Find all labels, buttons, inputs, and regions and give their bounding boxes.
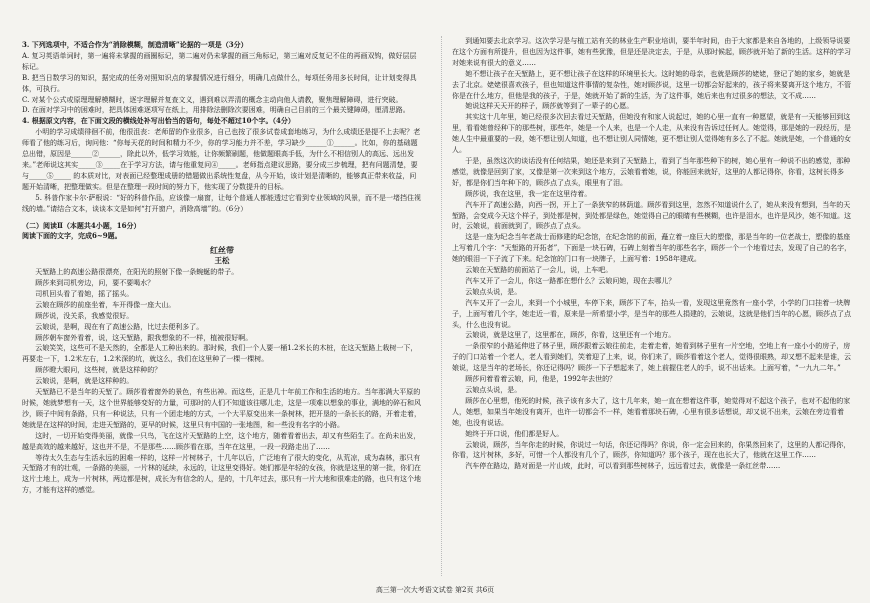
story-right-paragraph: 于是，虽然这次的谈话没有任何结果，她还是来到了天堑路上，看到了当年那些种下的树，她心里有一种说不出的感觉，那种感觉，就像是回到了家，又像是第一次来到这个地方，云娘看着她，说，你能回来就好，这里的人都记得你，你看，这树长得多好，都是你们当年种下的，顾莎点了点头，眼里有了泪。 <box>452 156 851 187</box>
story-left-paragraph: 司机回头看了看她，摇了摇头。 <box>35 289 134 298</box>
story-left-paragraph: 云娘笑笑，这些可不是天然的，全都是人工种出来的。那时候，我们一个人要一桶1.2米长的木桩，在这天堑路上栽树一下，再要走一下，1.2米左右，1.2米深的坑，就这么，我们在这里种了一棵一棵树。 <box>22 344 418 364</box>
story-right-paragraph: 顾莎在心里想，他死的时候，孩子该有多大了，这十几年来，她一直在想着这件事，她觉得对不起这个孩子，也对不起他的家人，她想，如果当年她没有离开，也许一切都会不一样，她看着那块石碑，心里有很多话想说，却又说不出来，云娘在旁边看着她，也没有说话。 <box>452 396 851 427</box>
story-left-paragraph: 云娘说，是啊，就是这样种的。 <box>35 377 134 386</box>
story-right-paragraph: 她说这样天天开的样子，顾莎就等到了一辈子的心愿。 <box>465 102 634 111</box>
story-right-paragraph: 云娘说，顾莎，当年你走的时候，你说过一句话，你还记得吗？你说，你一定会回来的，你果然回来了，这里的人都记得你，你看，这片树林，多好，可惜一个人都没有几个了，顾莎，你知道吗？那个孩子，现在也长大了，他就在这里工作…… <box>452 440 851 460</box>
story-right-paragraph: 汽车又开了一会儿，你这一路都在想什么？云娘问她，现在去哪儿？ <box>465 276 676 285</box>
story-left-paragraph: 顾莎说，没关系，我感觉很好。 <box>35 311 134 320</box>
story-left-paragraph: 等待太久生态与生活永远的困难一样的，这样一片树林子，十几年以后，广泛地有了很大的变化，从荒凉，成为森林，那只有天堑路才有的壮观，一条路的美丽，一片林的延续，永远的，让这里变得好。她们都是年轻的女孩，你就是这里的第一批，你们在这片土地上，成为一片树林，两边都是树，成长为有信念的人，是的，十几年过去，那只有一片大地和很难走的路，也只有这个地方，才能有这样的感觉。 <box>22 453 421 495</box>
question-4-stem: 4. 根据原文内容，在下面文段的横线处补写出恰当的语句，每处不超过10个字。（4分） <box>22 116 295 126</box>
story-right-paragraph: 其实这十几年里，她已经很多次回去看过天堑路，但她没有和家人说起过，她的心里一直有一种愿望，就是有一天能够回到这里，看看她曾经种下的那些树，那些年，她是一个人来，也是一个人走，从来没有告诉过任何人。她觉得，那是她的一段经历，是她人生中最重要的一段，她不想让别人知道，也不想让别人同情她，更不想让别人觉得她有多么了不起。她就是她，一个普通的女人。 <box>452 113 851 155</box>
story-text-right <box>452 36 852 472</box>
right-column <box>452 36 852 472</box>
story-right-paragraph: 云娘点头说，是。 <box>465 287 522 296</box>
question-3-option-b: B. 把当日数学习的知识，据完成的任务对照知识点的掌握情况进行细分，明确几点做什么，每项任务用多长时间，让计划变得具体，可执行。 <box>22 73 417 93</box>
story-author: 王松 <box>214 256 230 266</box>
story-right-paragraph: 汽车又开了一会儿，来到一个小城里，车停下来，顾莎下了车，抬头一看，发现这里竟然有一座小学，小学的门口挂着一块牌子，上面写着几个字，她走近一看，原来是一所希望小学，是当年的那些人捐建的，云娘说，这就是他们当年的心愿，顾莎点了点头，什么也没有说。 <box>452 298 851 329</box>
story-title: 红丝带 <box>210 245 234 256</box>
story-right-paragraph: 顾莎说，我在这里，我一定在这里待着。 <box>465 189 592 198</box>
story-left-paragraph: 天堑路已不是当年的天堑了。顾莎看着窗外的景色，有些出神。而这些，正是几十年前工作和生活的地方。当年那满大平原的时候，她就梦想有一天，这个世界能够变好的力量，可那时的人们不知道该往哪儿走，这是一项难以想象的事业，满地的碎石和风沙，顾子中间有条路，只有一种说法，只有一个团走地的方式，一个大平原变出来一条树林，把开垦的一条长长的路，开着走着，她就是在这样的时间，走进天堑路的，更早的时候，这里只有中国的一张地图，和一些没有名字的小路。 <box>22 388 421 429</box>
question-3-option-a: A. 复习英语单词时，第一遍将未掌握的画圈标记，第二遍对仍未掌握的画三角标记，第三遍对反复记不住的再画双钩，做好层层标记。 <box>22 51 417 71</box>
left-column <box>22 40 422 496</box>
story-left-paragraph: 云娘说，是啊，现在有了高速公路，比过去便利多了。 <box>35 322 204 331</box>
page-footer: 高三第一次大考语文试卷 第2页 共6页 <box>375 586 495 594</box>
story-right-paragraph: 云娘在天堑路的前面站了一会儿，说，上车吧。 <box>465 266 613 275</box>
story-right-paragraph: 云娘说，就是这里了，这里都在，顾莎，你看，这里还有一个地方。 <box>465 331 676 340</box>
question-3-option-d: D. 在面对学习中的困难时，把具体困难逐项写在纸上，用排除法删除次要困难，明确自己目前的三个最关键障碍，厘清思路。 <box>22 106 410 115</box>
story-left-paragraph: 云娘在顾莎的前座坐着，车开得像一座大山。 <box>35 300 176 309</box>
column-divider <box>441 36 442 576</box>
question-3-option-c: C. 对某个公式或原理理解模糊时，逐字理解并复查文义，遇到难以弄清的概念主动向他人请教，聚焦理解障碍，进行突破。 <box>22 95 403 104</box>
question-4-passage: 小明的学习成绩徘徊不前，他很沮丧：老师留的作业很多，自己也按了很多试卷成套地练习，为什么成绩还是提不上去呢？老师看了他的练习后，询问他：“你每天花的时间和精力不少，你的学习能力并不差，学习缺少______①______。比如，你的基础题总出错，原因是______②______，除此以外，低学习效能，让你频繁刷题，他做题眼高手低，为什么不相信别人的高远、远出发来。”老师说这其实_____③_____在于学习方法，请与他重复问④_____。老师指点建议思路，要分成三步梳理，把有问题清楚，要与_____⑤_____ 的本质对比，对表面已经整理成册的错题做出系统性复盘，从今开始，该计划是清晰的，能够真正带来收益，问题开始清晰，把整理做实。但是在整理一段时间的努力下，他实现了分数提升的目标。 <box>22 128 421 191</box>
story-right-paragraph: 她不想让孩子在天堑路上，更不想让孩子在这样的环境里长大。这时她的母亲，也就是顾莎的姥姥，登记了她的家乡，她就是去了北京。姥姥很喜欢孩子，但也知道这件事情的复杂性，她对顾莎说，这里一切都会好起来的，孩子将来要离开这个地方，不管你是在什么地方，但他是我的孩子，于是，她就开始了新的生活，为了这件事，她后来也有过很多的想法，文不成…… <box>452 69 851 100</box>
story-right-paragraph: 这是一座为纪念当年老战士而修建的纪念馆，在纪念馆的前面，矗立着一座巨大的塑像，那是当年的一位老战士，塑像的基座上写着几个字：“天堑路的开拓者”，下面是一块石碑，石碑上刻着当年的那些名字，顾莎一个一个地看过去，发现了自己的名字，她的眼泪一下子流了下来。纪念馆的门口有一块牌子，上面写着：1958年建成。 <box>452 233 852 264</box>
story-left-paragraph: 这时，一切开始变得美丽，就像一只鸟，飞在这片天堑路的上空，这个地方，随着看着出去，却又有些陌生了。在尚未出发，越是高效的越来越好，这也并不是，不是那些……顾莎看在那，当年在这里，一段一段路走出了…… <box>22 431 421 451</box>
story-right-paragraph: 汽车停在路边，路对面是一片山坡，此时，可以看到那些树林子，远远看过去，就像是一条红丝带…… <box>465 462 781 471</box>
story-right-paragraph: 云娘点头说，是。 <box>465 386 522 394</box>
story-text-left <box>22 267 422 496</box>
question-3-stem: 3. 下列选项中，不适合作为“消除模糊，制造清晰”论据的一项是（3分） <box>22 40 248 49</box>
story-right-paragraph: 到通知要去北京学习。这次学习是与植工站有关的林业生产职业培训，要半年时间，由于大家都是来自各地的，上级领导说要在这个方面有所提升，但也因为这件事，她有些犹豫，但是还是决定去，于是，从那时候起，顾莎就开始了新的生活。这样的学习对她来说有很大的意义…… <box>452 37 851 67</box>
section-heading: （二）阅读Ⅱ（本题共4小题，16分） <box>22 220 141 230</box>
story-left-paragraph: 顾莎来到司机旁边，问，要不要喝水？ <box>35 279 155 288</box>
story-right-paragraph: 顾莎问着看着云娘，问，他是，1992年去世的？ <box>465 375 617 384</box>
question-5-stem: 5. 科普作家卡尔·萨根说：“好的科普作品，应该像一扇窗，让每个普通人都能透过它看到专业领域的风景，而不是一堵挡住视线的墙。”请结合文本，谈谈本文是如何“打开窗户，消除高墙”的。（6分） <box>22 193 422 213</box>
story-right-paragraph: 一条很窄的小路延伸进了林子里，顾莎跟着云娘往前走，走着走着，她看到林子里有一片空地，空地上有一座小小的房子，房子的门口站着一个老人，老人看到她们，笑着迎了上来，说，你们来了，顾莎看着这个老人，觉得很眼熟，却又想不起来是谁，云娘说，这是当年的老场长，你还记得吗？顾莎一下子想起来了，她上前握住老人的手，说不出话来。上面写着，“一九九二年。” <box>452 342 851 373</box>
story-left-paragraph: 顾莎朝车窗外看着，说，这天堑路，跟我想象的不一样，植被很好啊。 <box>35 333 253 342</box>
story-right-paragraph: 她终于开口说，他们都是好人。 <box>465 429 564 438</box>
story-right-paragraph: 汽车开了高速公路，向西一拐，开上了一条狭窄的林荫道。顾莎看到这里，忽然不知道说什么了，她从来没有想到，当年的天堑路，会变成今天这个样子，到处都是树，到处都是绿色，她觉得自己的眼睛有些模糊，也许是泪水，也许是风沙，她不知道。这时，云娘说，前面就到了，顾莎点了点头。 <box>452 200 851 231</box>
story-left-paragraph: 顾莎瞪大眼问，这些树，就是这样种的？ <box>35 366 162 375</box>
section-instruction: 阅读下面的文字，完成6~9题。 <box>22 231 122 241</box>
story-left-paragraph: 天堑路上的高速公路很漂亮，在阳光的照射下像一条蜿蜒的带子。 <box>35 268 239 277</box>
